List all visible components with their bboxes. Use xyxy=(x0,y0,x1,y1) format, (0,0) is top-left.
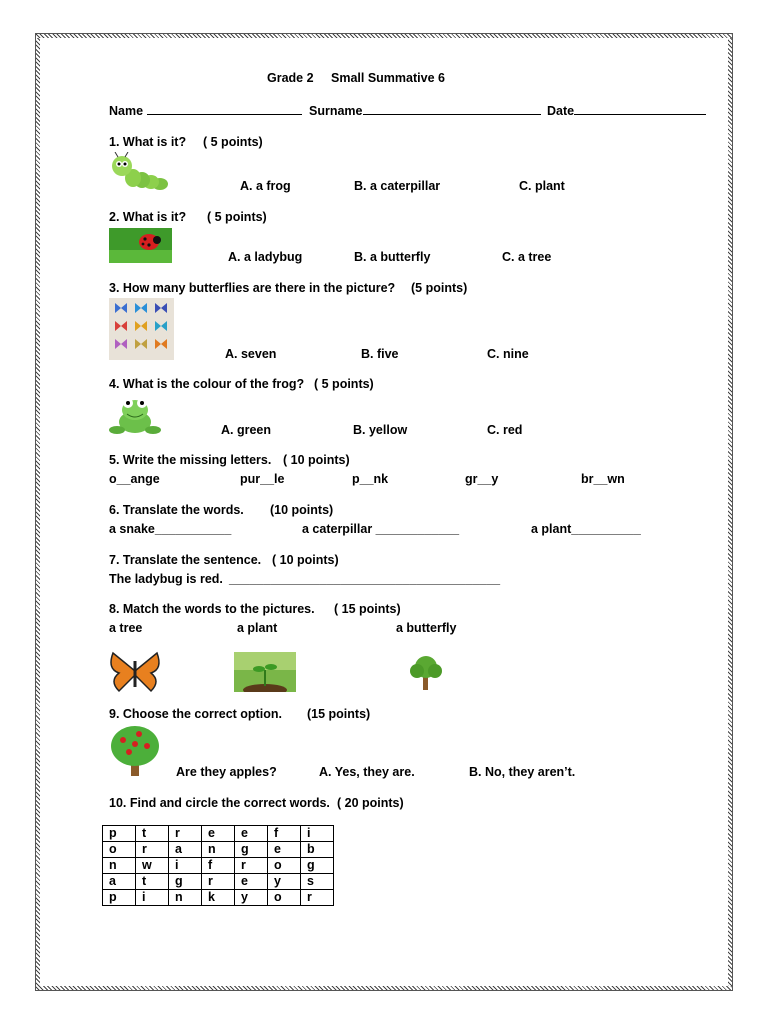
grid-cell[interactable]: i xyxy=(169,858,202,874)
q6-word-caterpillar[interactable]: a caterpillar ____________ xyxy=(302,522,460,536)
q3-option-c[interactable]: C. nine xyxy=(487,347,529,361)
q5-word[interactable]: gr__y xyxy=(465,472,499,486)
q2-points: ( 5 points) xyxy=(207,210,267,224)
q6-word-plant[interactable]: a plant__________ xyxy=(531,522,641,536)
grid-cell[interactable]: p xyxy=(103,826,136,842)
ladybug-icon xyxy=(109,228,172,263)
q8-word-butterfly[interactable]: a butterfly xyxy=(396,621,457,635)
q4-option-c[interactable]: C. red xyxy=(487,423,523,437)
q4-points: ( 5 points) xyxy=(314,377,374,391)
grid-cell[interactable]: w xyxy=(136,858,169,874)
name-field[interactable] xyxy=(109,103,302,119)
date-line[interactable] xyxy=(574,103,706,115)
q7-question: 7. Translate the sentence. xyxy=(109,553,262,567)
surname-field[interactable] xyxy=(309,103,541,119)
grid-cell[interactable]: r xyxy=(202,874,235,890)
caterpillar-icon xyxy=(110,152,170,192)
q5-question: 5. Write the missing letters. xyxy=(109,453,272,467)
grid-cell[interactable]: i xyxy=(301,826,334,842)
grid-cell[interactable]: n xyxy=(103,858,136,874)
grid-cell[interactable]: r xyxy=(169,826,202,842)
q5-word[interactable]: pur__le xyxy=(240,472,285,486)
grid-cell[interactable]: o xyxy=(103,842,136,858)
q5-word[interactable]: p__nk xyxy=(352,472,389,486)
grid-cell[interactable]: n xyxy=(202,842,235,858)
q9-option-a[interactable]: A. Yes, they are. xyxy=(319,765,415,779)
grid-cell[interactable]: a xyxy=(169,842,202,858)
q4-option-b[interactable]: B. yellow xyxy=(353,423,408,437)
grid-row xyxy=(103,890,334,906)
page-title: Small Summative 6 xyxy=(331,71,445,85)
q3-option-a[interactable]: A. seven xyxy=(225,347,277,361)
grid-cell[interactable]: f xyxy=(268,826,301,842)
surname-line[interactable] xyxy=(363,103,541,115)
grid-cell[interactable]: r xyxy=(301,890,334,906)
q7-points: ( 10 points) xyxy=(272,553,339,567)
grid-cell[interactable]: y xyxy=(235,890,268,906)
grid-cell[interactable]: g xyxy=(235,842,268,858)
apple-tree-icon xyxy=(109,724,161,778)
q2-question: 2. What is it? xyxy=(109,210,187,224)
grid-cell[interactable]: r xyxy=(136,842,169,858)
q10-question: 10. Find and circle the correct words. xyxy=(109,796,330,810)
grid-row xyxy=(103,842,334,858)
q5-word[interactable]: o__ange xyxy=(109,472,160,486)
grid-cell[interactable]: t xyxy=(136,874,169,890)
q1-option-a[interactable]: A. a frog xyxy=(240,179,291,193)
plant-icon[interactable] xyxy=(234,652,296,692)
q6-word-snake[interactable]: a snake___________ xyxy=(109,522,232,536)
grid-cell[interactable]: k xyxy=(202,890,235,906)
grid-cell[interactable]: e xyxy=(235,874,268,890)
grid-cell[interactable]: t xyxy=(136,826,169,842)
q4-question: 4. What is the colour of the frog? xyxy=(109,377,305,391)
grid-cell[interactable]: e xyxy=(268,842,301,858)
grid-cell[interactable]: f xyxy=(202,858,235,874)
date-field[interactable] xyxy=(547,103,706,119)
grid-cell[interactable]: o xyxy=(268,890,301,906)
grid-row xyxy=(103,874,334,890)
q4-option-a[interactable]: A. green xyxy=(221,423,272,437)
word-search-grid[interactable] xyxy=(102,825,334,906)
q6-question: 6. Translate the words. xyxy=(109,503,244,517)
grade-label: Grade 2 xyxy=(267,71,314,85)
grid-cell[interactable]: n xyxy=(169,890,202,906)
q8-question: 8. Match the words to the pictures. xyxy=(109,602,315,616)
q3-question: 3. How many butterflies are there in the picture? xyxy=(109,281,396,295)
q3-points: (5 points) xyxy=(411,281,468,295)
q10-points: ( 20 points) xyxy=(337,796,404,810)
grid-cell[interactable]: o xyxy=(268,858,301,874)
q9-ask: Are they apples? xyxy=(176,765,277,779)
q8-word-tree[interactable]: a tree xyxy=(109,621,143,635)
tree-icon[interactable] xyxy=(406,653,446,691)
butterflies-icon xyxy=(109,298,174,360)
grid-cell[interactable]: g xyxy=(169,874,202,890)
q2-option-b[interactable]: B. a butterfly xyxy=(354,250,431,264)
grid-row xyxy=(103,858,334,874)
grid-cell[interactable]: b xyxy=(301,842,334,858)
q9-question: 9. Choose the correct option. xyxy=(109,707,282,721)
surname-label: Surname xyxy=(309,104,363,118)
q1-points: ( 5 points) xyxy=(203,135,263,149)
q7-answer-line[interactable]: _______________________________________ xyxy=(229,572,501,586)
name-line[interactable] xyxy=(147,103,302,115)
q8-points: ( 15 points) xyxy=(334,602,401,616)
grid-cell[interactable]: s xyxy=(301,874,334,890)
name-label: Name xyxy=(109,104,144,118)
grid-cell[interactable]: r xyxy=(235,858,268,874)
q9-option-b[interactable]: B. No, they aren’t. xyxy=(469,765,576,779)
q2-option-c[interactable]: C. a tree xyxy=(502,250,552,264)
grid-cell[interactable]: y xyxy=(268,874,301,890)
grid-cell[interactable]: e xyxy=(202,826,235,842)
q9-points: (15 points) xyxy=(307,707,371,721)
q3-option-b[interactable]: B. five xyxy=(361,347,399,361)
q7-sentence: The ladybug is red. xyxy=(109,572,223,586)
q6-points: (10 points) xyxy=(270,503,334,517)
grid-cell[interactable]: i xyxy=(136,890,169,906)
q2-option-a[interactable]: A. a ladybug xyxy=(228,250,303,264)
grid-cell[interactable]: p xyxy=(103,890,136,906)
grid-cell[interactable]: e xyxy=(235,826,268,842)
grid-cell[interactable]: g xyxy=(301,858,334,874)
q5-points: ( 10 points) xyxy=(283,453,350,467)
q1-option-b[interactable]: B. a caterpillar xyxy=(354,179,441,193)
q5-word[interactable]: br__wn xyxy=(581,472,625,486)
q1-option-c[interactable]: C. plant xyxy=(519,179,565,193)
grid-row xyxy=(103,826,334,842)
frog-icon xyxy=(109,394,161,436)
q8-word-plant[interactable]: a plant xyxy=(237,621,278,635)
date-label: Date xyxy=(547,104,575,118)
butterfly-icon[interactable] xyxy=(109,651,161,693)
q1-question: 1. What is it? xyxy=(109,135,187,149)
grid-cell[interactable]: a xyxy=(103,874,136,890)
